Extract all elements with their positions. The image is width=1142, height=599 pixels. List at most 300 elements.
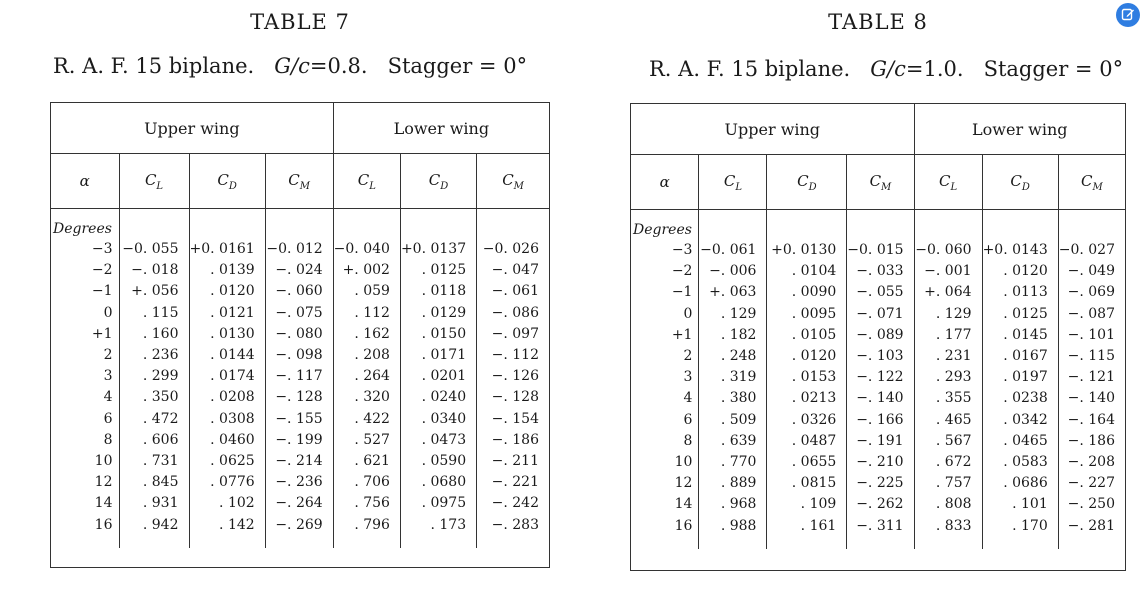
column-header-symbol: C xyxy=(1010,171,1022,190)
table-cell: . 422 xyxy=(333,409,400,430)
alpha-cell: 16 xyxy=(674,517,693,534)
table-row xyxy=(51,430,549,451)
column-header-alpha xyxy=(51,154,119,209)
table-cell: . 248 xyxy=(699,346,767,367)
table-cell: −. 071 xyxy=(847,304,914,325)
table-cell: −. 191 xyxy=(847,431,914,452)
table-frame xyxy=(50,102,550,568)
table-cell: −0. 015 xyxy=(847,240,914,261)
caption-model: R. A. F. 15 biplane. xyxy=(53,54,255,78)
table-cell: . 0240 xyxy=(400,387,476,408)
table-cell: . 129 xyxy=(914,304,982,325)
table-cell: . 527 xyxy=(333,430,400,451)
table-row xyxy=(631,261,1125,282)
table-cell: . 0625 xyxy=(189,451,265,472)
table-cell: −. 060 xyxy=(265,281,333,302)
table-cell xyxy=(1058,220,1125,240)
table-cell: −. 236 xyxy=(265,472,333,493)
table-cell: . 472 xyxy=(119,409,189,430)
spacer-cell xyxy=(119,209,189,220)
table-cell: −0. 055 xyxy=(119,239,189,260)
group-header-lower-wing: Lower wing xyxy=(333,103,549,154)
spacer-cell xyxy=(51,536,119,548)
table-cell: −. 080 xyxy=(265,324,333,345)
column-header-coefficient xyxy=(1058,155,1125,210)
table-row xyxy=(631,388,1125,409)
table-cell: . 0590 xyxy=(400,451,476,472)
table-title: TABLE 8 xyxy=(828,10,928,34)
table-cell xyxy=(400,219,476,239)
column-header-symbol: C xyxy=(1081,171,1093,190)
column-header-row xyxy=(631,155,1125,210)
column-header-coefficient xyxy=(982,155,1058,210)
spacer-cell xyxy=(1058,210,1125,221)
table-cell: −. 097 xyxy=(477,324,549,345)
table-cell: . 109 xyxy=(767,494,847,515)
column-header-symbol: α xyxy=(79,172,90,190)
alpha-cell: 6 xyxy=(683,411,693,428)
table-cell: −. 089 xyxy=(847,325,914,346)
group-header-lower-wing: Lower wing xyxy=(914,104,1125,155)
table-cell: +0. 0130 xyxy=(767,240,847,261)
table-cell: . 621 xyxy=(333,451,400,472)
spacer-cell xyxy=(767,210,847,221)
table-cell: −. 154 xyxy=(477,409,549,430)
spacer-cell xyxy=(914,537,982,549)
table-cell xyxy=(982,220,1058,240)
table-cell: −. 006 xyxy=(699,261,767,282)
table-cell xyxy=(119,219,189,239)
table-cell: −. 086 xyxy=(477,303,549,324)
table-row xyxy=(631,282,1125,303)
table-cell xyxy=(914,220,982,240)
table-cell: +. 002 xyxy=(333,260,400,281)
pencil-square-icon xyxy=(1121,7,1135,24)
table-cell: −. 098 xyxy=(265,345,333,366)
spacer-cell xyxy=(631,537,699,549)
spacer-row xyxy=(51,536,549,548)
caption-stagger: Stagger = 0° xyxy=(387,54,528,78)
column-header-coefficient xyxy=(400,154,476,209)
column-header-symbol: C xyxy=(357,170,370,189)
column-header-symbol: C xyxy=(144,170,157,189)
table-cell: . 320 xyxy=(333,387,400,408)
column-header-coefficient xyxy=(333,154,400,209)
caption-stagger: Stagger = 0° xyxy=(983,57,1124,81)
column-header-coefficient xyxy=(767,155,847,210)
table-cell: . 0680 xyxy=(400,472,476,493)
table-cell: . 177 xyxy=(914,325,982,346)
table-cell: . 0120 xyxy=(189,281,265,302)
table-row xyxy=(631,304,1125,325)
alpha-cell: −2 xyxy=(91,262,113,279)
table-cell: . 0776 xyxy=(189,472,265,493)
column-header-coefficient xyxy=(189,154,265,209)
table-cell: . 931 xyxy=(119,493,189,514)
alpha-cell: 12 xyxy=(674,475,693,492)
group-header-upper-wing: Upper wing xyxy=(631,104,914,155)
table-row xyxy=(51,451,549,472)
table-cell: . 0120 xyxy=(767,346,847,367)
table-cell: −. 227 xyxy=(1058,473,1125,494)
table-row xyxy=(631,325,1125,346)
table-cell: . 0213 xyxy=(767,388,847,409)
table-cell: . 796 xyxy=(333,515,400,536)
table-cell: −. 103 xyxy=(847,346,914,367)
table-body xyxy=(631,210,1125,549)
table-cell: +. 063 xyxy=(699,282,767,303)
table-cell: −. 101 xyxy=(1058,325,1125,346)
table-cell: . 731 xyxy=(119,451,189,472)
table-cell: . 0105 xyxy=(767,325,847,346)
table-cell: −. 210 xyxy=(847,452,914,473)
table-cell: −. 024 xyxy=(265,260,333,281)
table-cell: . 102 xyxy=(189,493,265,514)
table-cell: . 706 xyxy=(333,472,400,493)
alpha-cell: 16 xyxy=(94,516,113,533)
table-cell: . 355 xyxy=(914,388,982,409)
column-header-symbol: C xyxy=(217,170,229,189)
table-cell: . 173 xyxy=(400,515,476,536)
table-cell: −. 121 xyxy=(1058,367,1125,388)
table-cell: . 208 xyxy=(333,345,400,366)
spacer-cell xyxy=(631,210,699,221)
column-header-subscript: L xyxy=(735,181,743,193)
spacer-row xyxy=(51,209,549,220)
spacer-cell xyxy=(982,537,1058,549)
table-cell: +0. 0143 xyxy=(982,240,1058,261)
table-cell: −. 140 xyxy=(847,388,914,409)
unit-row xyxy=(631,220,1125,240)
table-cell: . 0113 xyxy=(982,282,1058,303)
table-cell: . 0125 xyxy=(400,260,476,281)
spacer-cell xyxy=(119,536,189,548)
table-cell: −. 311 xyxy=(847,516,914,537)
table-cell: . 0171 xyxy=(400,345,476,366)
table-cell: . 160 xyxy=(119,324,189,345)
column-header-coefficient xyxy=(477,154,549,209)
alpha-cell: −1 xyxy=(671,284,693,301)
table-cell: . 968 xyxy=(699,494,767,515)
table-cell: . 236 xyxy=(119,345,189,366)
table-cell: −. 128 xyxy=(265,387,333,408)
table-cell: . 639 xyxy=(699,431,767,452)
spacer-cell xyxy=(847,537,914,549)
table-row xyxy=(51,345,549,366)
table-frame xyxy=(630,103,1126,571)
column-header-symbol: C xyxy=(428,170,441,189)
spacer-cell xyxy=(767,537,847,549)
column-header-subscript: L xyxy=(369,180,376,192)
table-cell: . 0815 xyxy=(767,473,847,494)
table-row xyxy=(51,515,549,536)
table-row xyxy=(51,281,549,302)
table-cell xyxy=(333,219,400,239)
table-cell: −. 225 xyxy=(847,473,914,494)
table-cell: . 129 xyxy=(699,304,767,325)
spacer-cell xyxy=(477,536,549,548)
spacer-cell xyxy=(400,209,476,220)
table-cell: −0. 040 xyxy=(333,239,400,260)
table-cell: . 299 xyxy=(119,366,189,387)
table-cell: . 264 xyxy=(333,366,400,387)
table-cell: . 142 xyxy=(189,515,265,536)
group-header-upper-wing: Upper wing xyxy=(51,103,333,154)
alpha-cell: 3 xyxy=(683,369,693,386)
table-cell: . 0121 xyxy=(189,303,265,324)
caption-gc-label: G/c xyxy=(870,57,906,81)
table-cell: . 0201 xyxy=(400,366,476,387)
table-cell: . 0120 xyxy=(982,261,1058,282)
table-row xyxy=(631,346,1125,367)
table-cell: . 0308 xyxy=(189,409,265,430)
table-cell: +0. 0137 xyxy=(400,239,476,260)
alpha-cell: 8 xyxy=(103,431,113,448)
table-row xyxy=(631,452,1125,473)
column-header-symbol: C xyxy=(869,171,882,190)
table-cell: . 0583 xyxy=(982,452,1058,473)
table-cell: −. 166 xyxy=(847,410,914,431)
table-cell: . 0208 xyxy=(189,387,265,408)
spacer-cell xyxy=(265,536,333,548)
table-cell xyxy=(699,220,767,240)
column-header-subscript: D xyxy=(440,180,449,192)
column-header-subscript: M xyxy=(1092,181,1103,193)
table-row xyxy=(631,516,1125,537)
column-header-row xyxy=(51,154,549,209)
table-body xyxy=(51,209,549,548)
table-cell: +. 064 xyxy=(914,282,982,303)
table-cell: . 756 xyxy=(333,493,400,514)
caption-gc-value: =0.8. xyxy=(309,54,368,78)
alpha-cell: 0 xyxy=(683,305,693,322)
table-cell: −. 055 xyxy=(847,282,914,303)
spacer-cell xyxy=(189,209,265,220)
alpha-cell: 2 xyxy=(103,347,113,364)
table-cell: −0. 061 xyxy=(699,240,767,261)
alpha-cell: 0 xyxy=(103,304,113,321)
table-cell: . 0342 xyxy=(982,410,1058,431)
table-cell: −. 061 xyxy=(477,281,549,302)
table-row xyxy=(631,367,1125,388)
table-cell: −. 126 xyxy=(477,366,549,387)
table-row xyxy=(631,431,1125,452)
table-row xyxy=(51,324,549,345)
table-cell: −. 075 xyxy=(265,303,333,324)
table-cell: −0. 012 xyxy=(265,239,333,260)
table-cell: . 942 xyxy=(119,515,189,536)
alpha-cell: +1 xyxy=(671,326,693,343)
table-cell: . 0167 xyxy=(982,346,1058,367)
table-cell: . 833 xyxy=(914,516,982,537)
table-cell: . 0144 xyxy=(189,345,265,366)
column-header-coefficient xyxy=(699,155,767,210)
table-cell: . 0090 xyxy=(767,282,847,303)
table-row xyxy=(631,240,1125,261)
table-cell: −. 033 xyxy=(847,261,914,282)
table-row xyxy=(51,493,549,514)
spacer-cell xyxy=(51,209,119,220)
table-cell: . 0340 xyxy=(400,409,476,430)
spacer-row xyxy=(631,537,1125,549)
table-cell: . 0487 xyxy=(767,431,847,452)
table-cell: −. 128 xyxy=(477,387,549,408)
table-cell: . 380 xyxy=(699,388,767,409)
spacer-cell xyxy=(400,536,476,548)
column-header-coefficient xyxy=(914,155,982,210)
edit-button[interactable] xyxy=(1116,3,1140,27)
alpha-cell: 4 xyxy=(683,390,693,407)
alpha-cell: 2 xyxy=(683,348,693,365)
table-cell: . 0145 xyxy=(982,325,1058,346)
spacer-cell xyxy=(847,210,914,221)
table-cell: +. 056 xyxy=(119,281,189,302)
alpha-cell: 4 xyxy=(103,389,113,406)
table-cell: −. 208 xyxy=(1058,452,1125,473)
table-cell: −. 047 xyxy=(477,260,549,281)
table-cell: −. 164 xyxy=(1058,410,1125,431)
table-cell: −. 250 xyxy=(1058,494,1125,515)
caption-model: R. A. F. 15 biplane. xyxy=(649,57,851,81)
table-cell: . 0129 xyxy=(400,303,476,324)
table-title: TABLE 7 xyxy=(250,10,350,34)
table-cell: . 0460 xyxy=(189,430,265,451)
table-cell: −. 049 xyxy=(1058,261,1125,282)
table-row xyxy=(51,366,549,387)
table-row xyxy=(51,472,549,493)
spacer-cell xyxy=(1058,537,1125,549)
table-cell xyxy=(477,219,549,239)
spacer-cell xyxy=(265,209,333,220)
table-cell: −. 140 xyxy=(1058,388,1125,409)
table-cell: . 889 xyxy=(699,473,767,494)
alpha-cell: 3 xyxy=(103,368,113,385)
data-table xyxy=(631,104,1125,549)
table-cell xyxy=(847,220,914,240)
table-cell: −. 186 xyxy=(1058,431,1125,452)
spacer-cell xyxy=(914,210,982,221)
table-cell: −. 112 xyxy=(477,345,549,366)
column-header-symbol: C xyxy=(723,171,736,190)
table-row xyxy=(631,494,1125,515)
table-cell: . 0118 xyxy=(400,281,476,302)
column-header-coefficient xyxy=(119,154,189,209)
table-cell: . 350 xyxy=(119,387,189,408)
alpha-cell: 10 xyxy=(94,453,113,470)
table-cell: −. 001 xyxy=(914,261,982,282)
table-cell: . 0197 xyxy=(982,367,1058,388)
table-cell: . 509 xyxy=(699,410,767,431)
column-header-subscript: M xyxy=(881,181,892,193)
table-cell: −0. 027 xyxy=(1058,240,1125,261)
spacer-cell xyxy=(982,210,1058,221)
column-header-subscript: D xyxy=(1021,181,1030,193)
table-cell: . 170 xyxy=(982,516,1058,537)
column-header-symbol: C xyxy=(797,171,809,190)
column-header-subscript: M xyxy=(299,180,311,192)
table-cell: . 0125 xyxy=(982,304,1058,325)
table-cell: −. 269 xyxy=(265,515,333,536)
spacer-cell xyxy=(333,209,400,220)
table-cell: −. 115 xyxy=(1058,346,1125,367)
column-header-subscript: L xyxy=(156,180,164,192)
spacer-cell xyxy=(699,210,767,221)
table-row xyxy=(51,409,549,430)
table-cell: . 101 xyxy=(982,494,1058,515)
column-header-symbol: α xyxy=(659,173,670,191)
table-row xyxy=(51,387,549,408)
table-cell: −. 283 xyxy=(477,515,549,536)
table-cell: . 0326 xyxy=(767,410,847,431)
table-cell: −. 242 xyxy=(477,493,549,514)
table-cell: . 845 xyxy=(119,472,189,493)
table-cell: . 182 xyxy=(699,325,767,346)
alpha-cell: 14 xyxy=(94,495,113,512)
table-cell: . 988 xyxy=(699,516,767,537)
table-cell: . 0975 xyxy=(400,493,476,514)
table-row xyxy=(631,473,1125,494)
alpha-cell: 10 xyxy=(674,454,693,471)
table-cell: . 0095 xyxy=(767,304,847,325)
table-caption xyxy=(53,54,527,78)
table-cell: −. 069 xyxy=(1058,282,1125,303)
column-header-symbol: C xyxy=(288,170,300,189)
table-cell: −. 211 xyxy=(477,451,549,472)
table-cell: −. 186 xyxy=(477,430,549,451)
table-cell: . 115 xyxy=(119,303,189,324)
table-cell: . 0139 xyxy=(189,260,265,281)
spacer-row xyxy=(631,210,1125,221)
table-cell: . 293 xyxy=(914,367,982,388)
table-cell: +0. 0161 xyxy=(189,239,265,260)
column-header-subscript: L xyxy=(950,181,958,193)
table-cell: . 0130 xyxy=(189,324,265,345)
column-header-subscript: D xyxy=(808,181,817,193)
column-header-subscript: D xyxy=(228,180,237,192)
spacer-cell xyxy=(333,536,400,548)
table-cell xyxy=(767,220,847,240)
table-cell: . 0104 xyxy=(767,261,847,282)
unit-row xyxy=(51,219,549,239)
column-header-symbol: C xyxy=(502,170,514,189)
alpha-cell: −1 xyxy=(91,283,113,300)
table-cell: . 567 xyxy=(914,431,982,452)
table-cell: −. 087 xyxy=(1058,304,1125,325)
table-cell: . 0686 xyxy=(982,473,1058,494)
table-cell: −0. 060 xyxy=(914,240,982,261)
table-cell: −. 281 xyxy=(1058,516,1125,537)
spacer-cell xyxy=(477,209,549,220)
table-cell: . 0153 xyxy=(767,367,847,388)
table-caption xyxy=(649,57,1123,81)
table-row xyxy=(51,260,549,281)
alpha-cell: 12 xyxy=(94,474,113,491)
table-cell: −. 221 xyxy=(477,472,549,493)
table-cell: . 672 xyxy=(914,452,982,473)
alpha-cell: −3 xyxy=(91,241,113,257)
table-cell: . 770 xyxy=(699,452,767,473)
table-cell: −0. 026 xyxy=(477,239,549,260)
table-row xyxy=(631,410,1125,431)
table-cell xyxy=(189,219,265,239)
alpha-cell: −3 xyxy=(671,242,693,258)
column-header-subscript: M xyxy=(513,180,524,192)
caption-gc-label: G/c xyxy=(274,54,310,78)
alpha-cell: 8 xyxy=(683,432,693,449)
table-cell xyxy=(265,219,333,239)
column-header-coefficient xyxy=(847,155,914,210)
alpha-cell: −2 xyxy=(671,263,693,280)
